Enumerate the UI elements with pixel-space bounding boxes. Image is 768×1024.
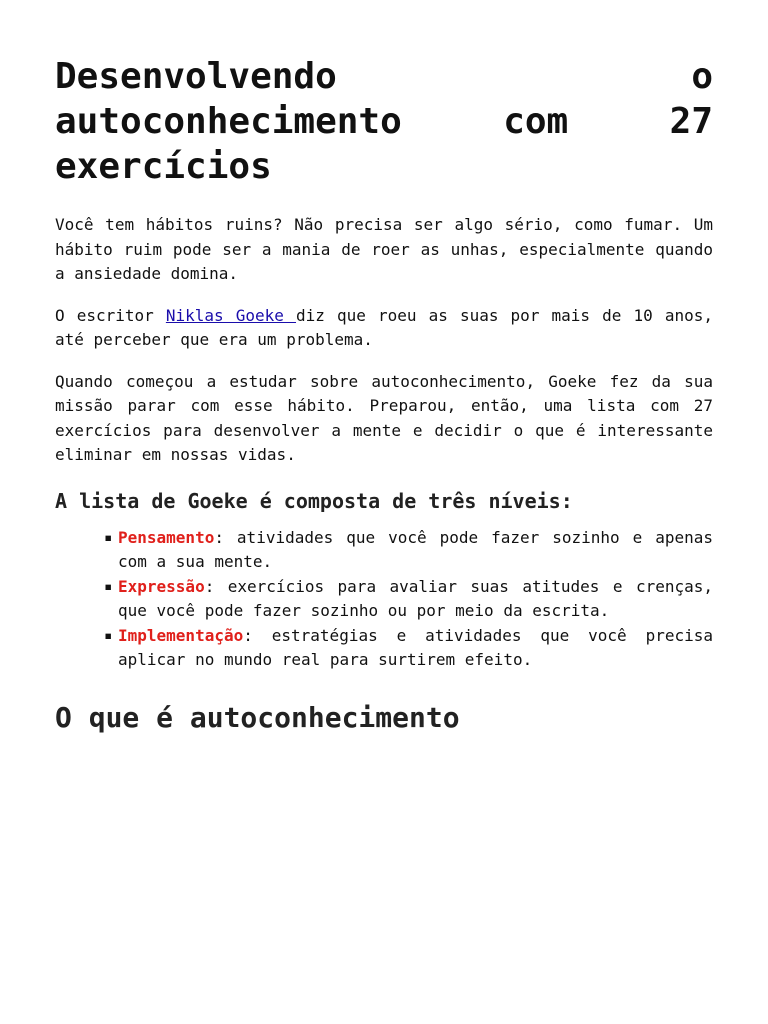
section-heading: O que é autoconhecimento (55, 700, 460, 734)
author-link[interactable]: Niklas Goeke (165, 305, 297, 325)
bullet-icon: ▪ (104, 627, 113, 644)
level-term: Pensamento (118, 527, 215, 547)
level-item-implementacao (104, 624, 713, 673)
article-title: Desenvolvendo o autoconhecimento com 27 exercícios (55, 56, 713, 187)
bullet-icon: ▪ (104, 529, 113, 546)
mission-paragraph: Quando começou a estudar sobre autoconhecimento, Goeke fez da sua missão parar com esse hábito. Preparou, então, uma lista com 27 exercícios para desenvolver a mente e decidir o que é interessante eliminar em nossas vidas. (55, 371, 713, 464)
level-description: : estratégias e atividades que você precisa aplicar no mundo real para surtirem efeito. (118, 625, 713, 669)
level-description: : atividades que você pode fazer sozinho e apenas com a sua mente. (118, 527, 713, 571)
level-description: : exercícios para avaliar suas atitudes e crenças, que você pode fazer sozinho ou por meio da escrita. (118, 576, 713, 620)
level-term: Expressão (118, 576, 205, 596)
level-term: Implementação (118, 625, 244, 645)
intro-paragraph: Você tem hábitos ruins? Não precisa ser algo sério, como fumar. Um hábito ruim pode ser a mania de roer as unhas, especialmente quando a ansiedade domina. (55, 215, 713, 283)
levels-list (55, 526, 713, 673)
author-paragraph-rest: diz que roeu as suas por mais de 10 anos, até perceber que era um problema. (55, 305, 714, 349)
author-paragraph (55, 304, 713, 353)
author-paragraph-lead: O escritor (55, 305, 166, 325)
bullet-icon: ▪ (104, 578, 113, 595)
level-item-pensamento (104, 526, 713, 575)
levels-subheading: A lista de Goeke é composta de três níveis: (55, 488, 573, 513)
level-item-expressao (104, 575, 713, 624)
